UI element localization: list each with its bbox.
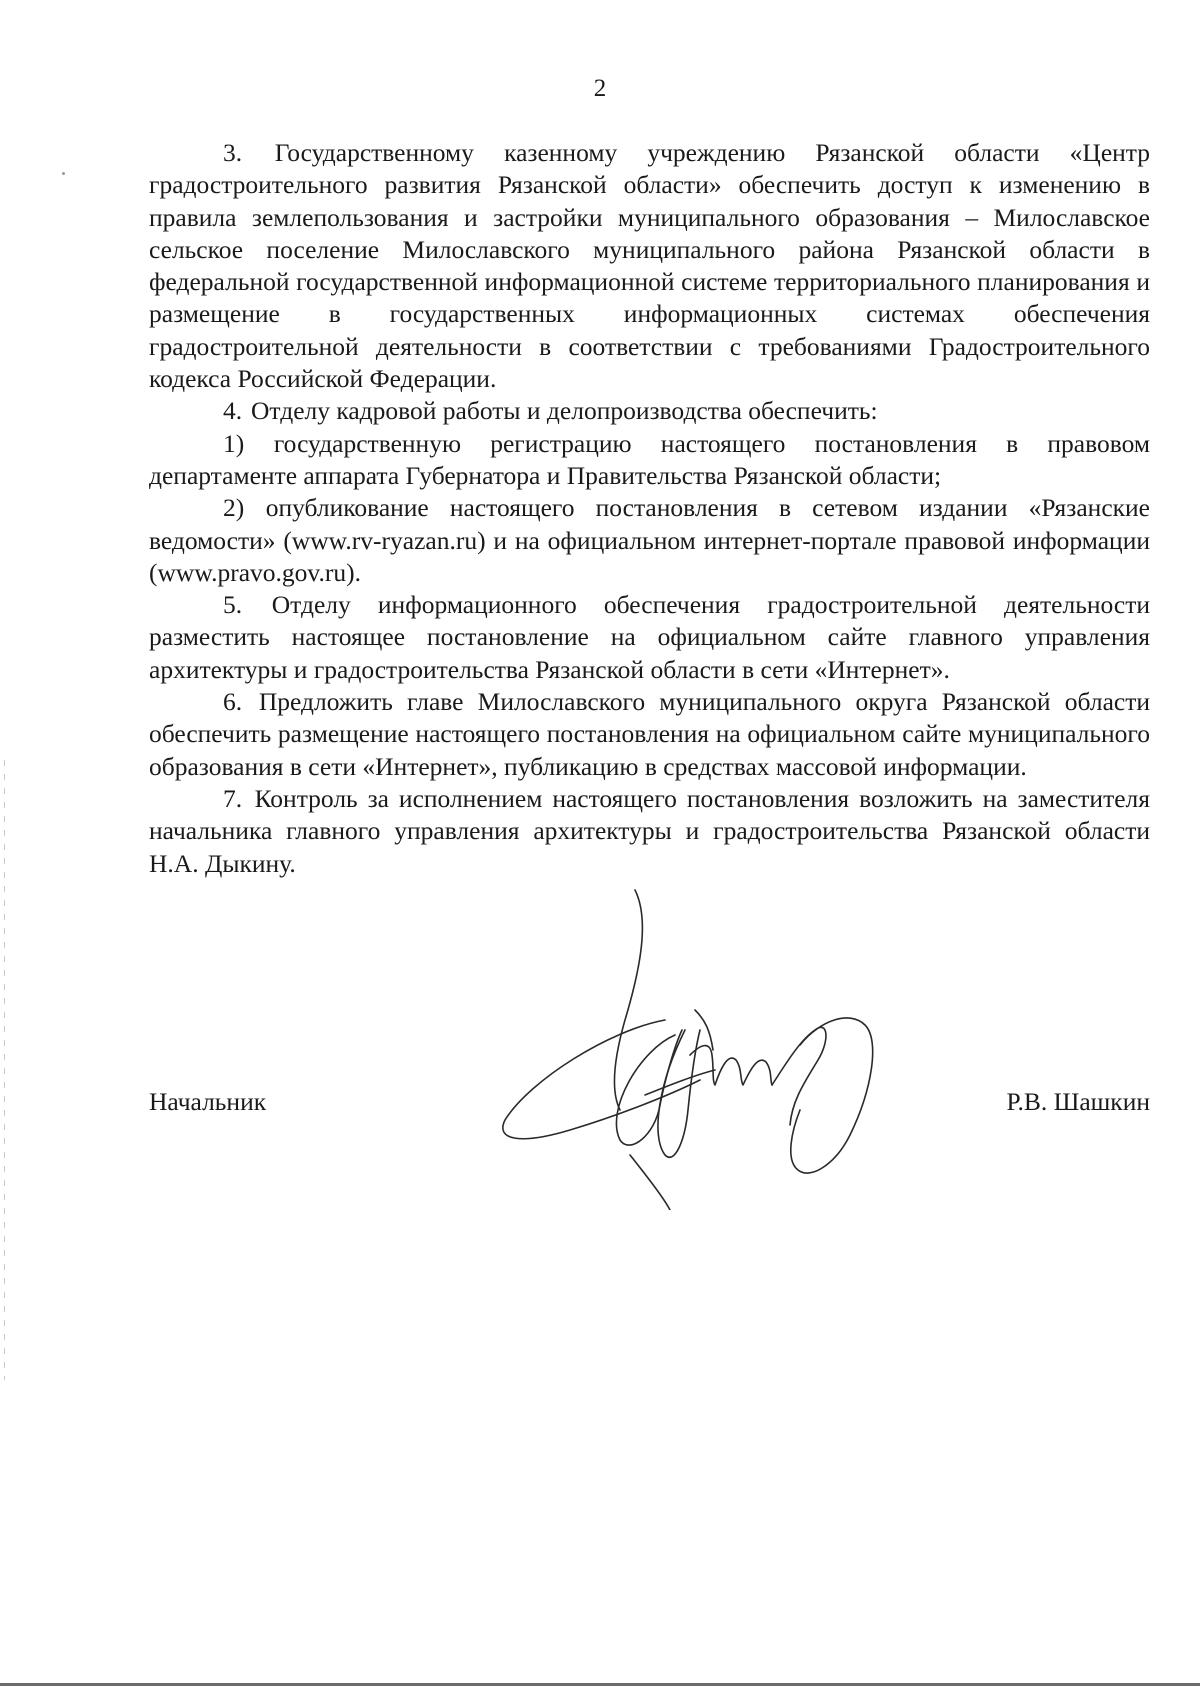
paragraph-item-5: 5. Отделу информационного обеспечения градостроительной деятельности разместить настоящее постановление на официальном сайте главного управления архитектуры и градостроительства Рязанской области в сети «Интернет». (149, 590, 1157, 684)
signatory-position: Начальник (149, 1087, 267, 1116)
paragraph-item-4: 4. Отделу кадровой работы и делопроизводства обеспечить: (223, 396, 878, 426)
signatory-name: Р.В. Шашкин (1006, 1087, 1150, 1116)
scan-artifact-bottom-edge (0, 1683, 1200, 1686)
page-number: 2 (593, 75, 607, 102)
document-body (149, 137, 1157, 880)
scan-artifact-dot (62, 172, 65, 175)
handwritten-signature (500, 880, 880, 1210)
signature-block (149, 1086, 1150, 1126)
paragraph-item-7: 7. Контроль за исполнением настоящего постановления возложить на заместителя начальника главного управления архитектуры и градостроительства Рязанской области Н.А. Дыкину. (149, 783, 1157, 878)
paragraph-subitem-1: 1) государственную регистрацию настоящего постановления в правовом департаменте аппарата Губернатора и Правительства Рязанской области; (149, 428, 1157, 490)
scan-artifact-left-edge (4, 760, 5, 1380)
paragraph-item-3: 3. Государственному казенному учреждению Рязанской области «Центр градостроительного развития Рязанской области» обеспечить доступ к изменению в правила землепользования и застройки муниципального образования – Милославское сельское поселение Милославского муниципального района Рязанской области в федеральной государственной информационной системе территориального планирования и размещение в государственных информационных системах обеспечения градостроительной деятельности в соответствии с требованиями Градостроительного кодекса Российской Федерации. (149, 138, 1157, 394)
paragraph-subitem-2: 2) опубликование настоящего постановления в сетевом издании «Рязанские ведомости» (www.rv-ryazan.ru) и на официальном интернет-портале правовой информации (www.pravo.gov.ru). (149, 493, 1157, 587)
paragraph-item-6: 6. Предложить главе Милославского муниципального округа Рязанской области обеспечить размещение настоящего постановления на официальном сайте муниципального образования в сети «Интернет», публикацию в средствах массовой информации. (149, 687, 1157, 781)
